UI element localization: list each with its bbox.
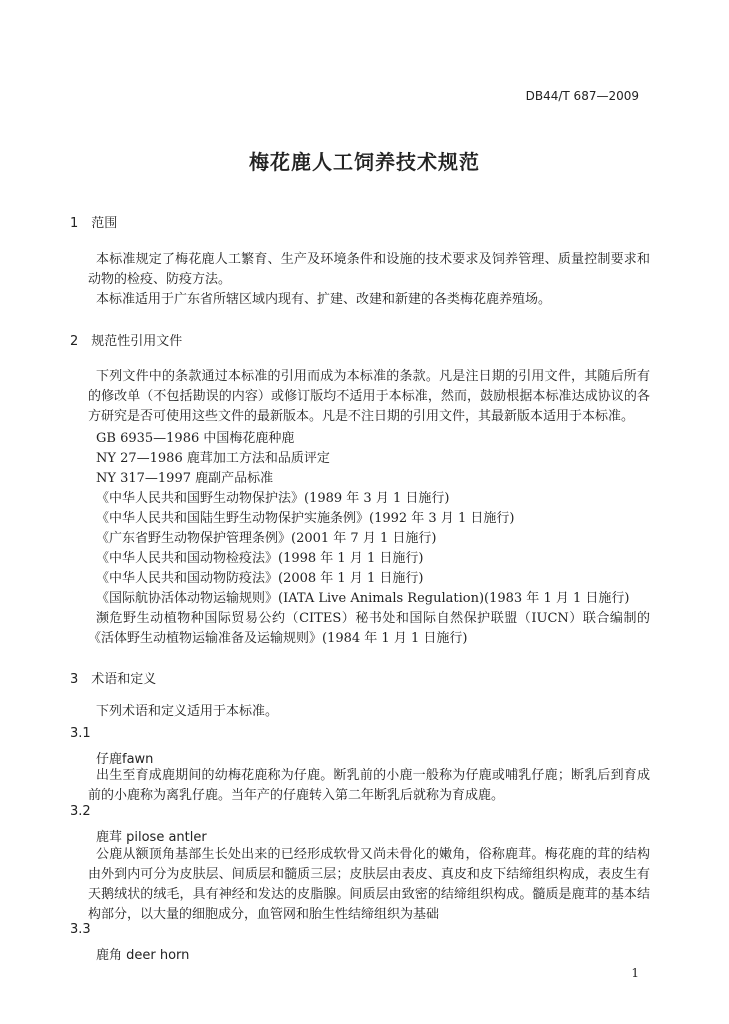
term-definition: 公鹿从额顶角基部生长处出来的已经形成软骨又尚未骨化的嫩角，俗称鹿茸。梅花鹿的茸的结构由外到内可分为皮肤层、间质层和髓质三层；皮肤层由表皮、真皮和皮下结缔组织构成，表皮生有天鹅绒状的绒毛，具有神经和发达的皮脂腺。间质层由致密的结缔组织构成。髓质是鹿茸的基本结构部分，以大量的细胞成分，血管网和胎生性结缔组织为基础 — [88, 847, 650, 922]
term-number: 3.2 — [70, 804, 91, 819]
page-number: 1 — [631, 966, 639, 980]
reference-item: 《中华人民共和国野生动物保护法》(1989 年 3 月 1 日施行) — [96, 491, 450, 506]
reference-item: NY 317—1997 鹿副产品标准 — [96, 471, 274, 486]
term-title: 仔鹿fawn — [96, 752, 154, 767]
reference-item: 《广东省野生动物保护管理条例》(2001 年 7 月 1 日施行) — [96, 531, 437, 546]
section-2-heading: 2 规范性引用文件 — [70, 334, 183, 349]
reference-item: 《中华人民共和国动物防疫法》(2008 年 1 月 1 日施行) — [96, 571, 424, 586]
standard-code: DB44/T 687—2009 — [525, 89, 639, 103]
term-number: 3.3 — [70, 922, 91, 937]
section-1-heading: 1 范围 — [70, 216, 118, 231]
reference-item: 《中华人民共和国动物检疫法》(1998 年 1 月 1 日施行) — [96, 551, 424, 566]
section-1-paragraph-2: 本标准适用于广东省所辖区域内现有、扩建、改建和新建的各类梅花鹿养殖场。 — [96, 292, 552, 307]
term-definition: 出生至育成鹿期间的幼梅花鹿称为仔鹿。断乳前的小鹿一般称为仔鹿或哺乳仔鹿；断乳后到育成前的小鹿称为离乳仔鹿。当年产的仔鹿转入第二年断乳后就称为育成鹿。 — [88, 768, 650, 803]
section-1-paragraph-1: 本标准规定了梅花鹿人工繁育、生产及环境条件和设施的技术要求及饲养管理、质量控制要求和动物的检疫、防疫方法。 — [88, 252, 650, 287]
document-title: 梅花鹿人工饲养技术规范 — [249, 150, 480, 174]
reference-item: GB 6935—1986 中国梅花鹿种鹿 — [96, 431, 295, 446]
term-number: 3.1 — [70, 726, 91, 741]
section-3-heading: 3 术语和定义 — [70, 672, 157, 687]
reference-item: NY 27—1986 鹿茸加工方法和品质评定 — [96, 451, 330, 466]
reference-item-cites: 濒危野生动植物种国际贸易公约（CITES）秘书处和国际自然保护联盟（IUCN）联合编制的《活体野生动植物运输准备及运输规则》(1984 年 1 月 1 日施行) — [88, 611, 650, 646]
reference-item: 《国际航协活体动物运输规则》(IATA Live Animals Regulation)(1983 年 1 月 1 日施行) — [96, 591, 630, 606]
term-title: 鹿茸 pilose antler — [96, 830, 207, 845]
section-2-intro: 下列文件中的条款通过本标准的引用而成为本标准的条款。凡是注日期的引用文件，其随后所有的修改单（不包括勘误的内容）或修订版均不适用于本标准，然而，鼓励根据本标准达成协议的各方研究是否可使用这些文件的最新版本。凡是不注日期的引用文件，其最新版本适用于本标准。 — [88, 369, 650, 424]
reference-item: 《中华人民共和国陆生野生动物保护实施条例》(1992 年 3 月 1 日施行) — [96, 511, 515, 526]
term-title: 鹿角 deer horn — [96, 948, 190, 963]
section-3-intro: 下列术语和定义适用于本标准。 — [96, 704, 279, 719]
